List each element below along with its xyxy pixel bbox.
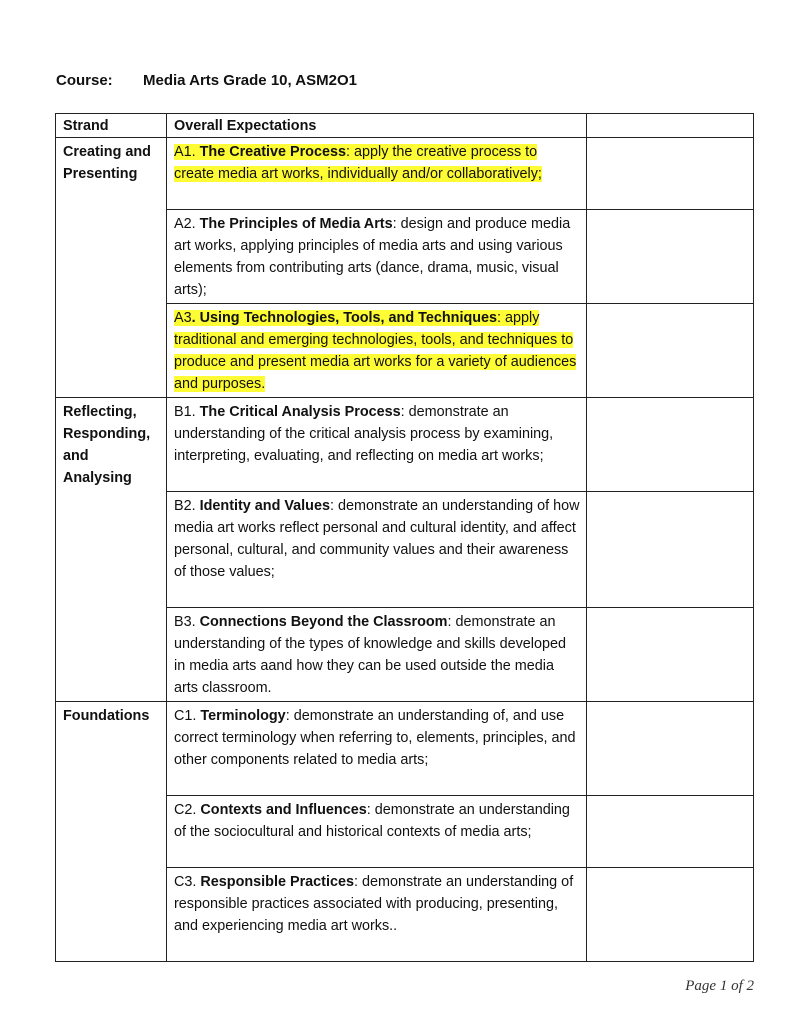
header-strand: Strand <box>56 114 167 138</box>
expectation-a2: A2. The Principles of Media Arts: design and produce media art works, applying principles of media arts and using various elements from contributing arts (dance, drama, music, visual arts); <box>167 210 587 304</box>
table-row <box>56 398 754 492</box>
expectations-table <box>55 113 754 962</box>
blank-cell <box>587 796 754 868</box>
expectation-c3: C3. Responsible Practices: demonstrate an understanding of responsible practices associated with producing, presenting, and experiencing media art works.. <box>167 868 587 962</box>
expectation-b1: B1. The Critical Analysis Process: demonstrate an understanding of the critical analysis process by examining, interpreting, evaluating, and reflecting on media art works; <box>167 398 587 492</box>
blank-cell <box>587 702 754 796</box>
expectation-a1 <box>167 138 587 210</box>
blank-cell <box>587 138 754 210</box>
table-row <box>56 702 754 796</box>
expectation-a1-text: A1. The Creative Process: apply the creative process to create media art works, individually and/or collaboratively; <box>174 144 542 182</box>
page-number: Page 1 of 2 <box>685 978 754 994</box>
expectation-a3-text: A3. Using Technologies, Tools, and Techniques: apply traditional and emerging technologies, tools, and techniques to produce and present media art works for a variety of audiences and purposes. <box>174 310 577 392</box>
course-title: Media Arts Grade 10, ASM2O1 <box>143 72 357 89</box>
table-row <box>56 138 754 210</box>
blank-cell <box>587 304 754 398</box>
strand-foundations: Foundations <box>56 702 167 962</box>
course-heading <box>56 72 357 89</box>
blank-cell <box>587 868 754 962</box>
expectation-c2: C2. Contexts and Influences: demonstrate an understanding of the sociocultural and historical contexts of media arts; <box>167 796 587 868</box>
expectation-c1: C1. Terminology: demonstrate an understanding of, and use correct terminology when referring to, elements, principles, and other components related to media arts; <box>167 702 587 796</box>
expectation-b3: B3. Connections Beyond the Classroom: demonstrate an understanding of the types of knowledge and skills developed in media arts aand how they can be used outside the media arts classroom. <box>167 608 587 702</box>
table-header-row <box>56 114 754 138</box>
header-blank <box>587 114 754 138</box>
blank-cell <box>587 492 754 608</box>
expectation-b2: B2. Identity and Values: demonstrate an understanding of how media art works reflect personal and cultural identity, and affect personal, cultural, and community values and their awareness of those values; <box>167 492 587 608</box>
strand-creating-presenting: Creating and Presenting <box>56 138 167 398</box>
blank-cell <box>587 210 754 304</box>
course-label: Course: <box>56 72 113 89</box>
strand-reflecting-responding-analysing: Reflecting, Responding, and Analysing <box>56 398 167 702</box>
header-overall-expectations: Overall Expectations <box>167 114 587 138</box>
blank-cell <box>587 398 754 492</box>
expectation-a3 <box>167 304 587 398</box>
blank-cell <box>587 608 754 702</box>
